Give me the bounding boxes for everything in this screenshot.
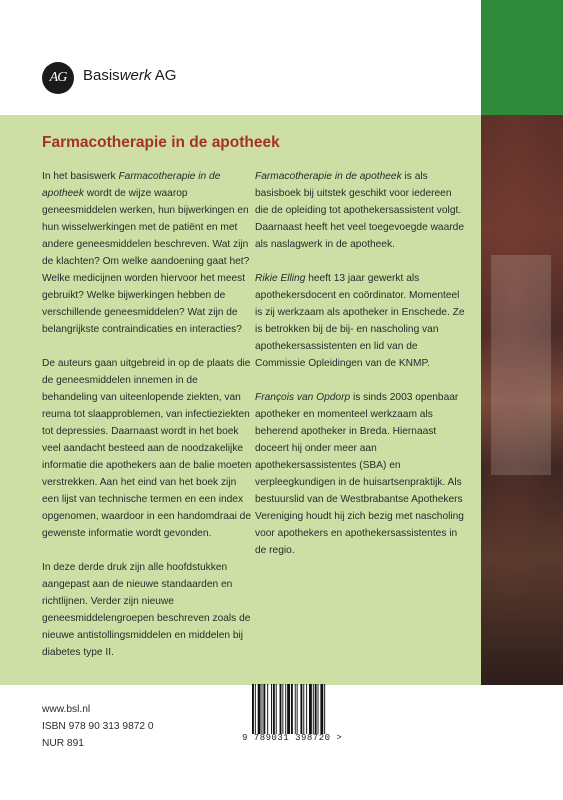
barcode-bar (287, 684, 290, 734)
left-column (42, 168, 254, 678)
barcode-icon (250, 684, 350, 734)
barcode-bar (324, 684, 325, 734)
barcode-bar (306, 684, 307, 734)
barcode-bar (285, 684, 286, 734)
right-p2-post: heeft 13 jaar gewerkt als apothekersdocent en coördinator. Momenteel is zij werkzaam als apotheker in Enschede. Ze is betrokken bij de bij- en nascholing van apothekersassistenten en lid van de Commissie Opleidingen van de KNMP. (255, 273, 465, 369)
right-paragraph-3 (255, 389, 467, 559)
isbn-text: ISBN 978 90 313 9872 0 (42, 721, 154, 732)
left-paragraph-3: In deze derde druk zijn alle hoofdstukken aangepast aan de nieuwe standaarden en richtlijnen. Verder zijn nieuwe geneesmiddelengroepen beschreven zoals de nieuwe antistollingsmiddelen en middelen bij diabetes type II. (42, 562, 251, 658)
author-name-1: Rikie Elling (255, 273, 306, 284)
barcode-bar (271, 684, 272, 734)
barcode-bar (262, 684, 263, 734)
right-column (255, 168, 467, 576)
barcode-bar (252, 684, 254, 734)
right-paragraph-2 (255, 270, 467, 372)
left-paragraph-2: De auteurs gaan uitgebreid in op de plaats die de geneesmiddelen innemen in de behandeling van uiteenlopende ziekten, van reuma tot slaapproblemen, van infectieziekten tot depressies. Daarnaast wordt in het boek veel aandacht besteed aan de noodzakelijke informatie die apothekers aan de balie moeten verstrekken. Aan het eind van het boek zijn een lijst van technische termen en een index opgenomen, waardoor in een handomdraai de gewenste informatie wordt gevonden. (42, 358, 252, 539)
barcode-bar (295, 684, 296, 734)
series-name (83, 67, 176, 84)
right-p3-post: is sinds 2003 openbaar apotheker en momenteel werkzaam als beherend apotheker in Breda. Hiernaast doceert hij onder meer aan apothekersassistentes (SBA) en verpleegkundigen in de huisartsenpraktijk. Als bestuurslid van de Westbrabantse Apothekers Vereniging houdt hij zich bezig met nascholing voor apothekers en apothekersassistentes in de regio. (255, 392, 464, 556)
barcode-bar (303, 684, 304, 734)
series-name-suffix: AG (151, 67, 177, 84)
author-name-2: François van Opdorp (255, 392, 351, 403)
nur-text: NUR 891 (42, 738, 84, 749)
right-p1-book-title: Farmacotherapie in de apotheek (255, 171, 402, 182)
barcode-bar (309, 684, 312, 734)
barcode-bar (273, 684, 275, 734)
cover-photo (481, 115, 563, 685)
book-title: Farmacotherapie in de apotheek (42, 134, 280, 151)
barcode-bar (255, 684, 256, 734)
barcode-bar (313, 684, 314, 734)
green-accent-bar (481, 0, 563, 115)
barcode-bar (318, 684, 319, 734)
right-paragraph-1 (255, 168, 467, 253)
publication-info (42, 701, 154, 752)
header-area (0, 0, 481, 115)
barcode-number: 9 789031 398720 > (242, 733, 343, 743)
barcode-bar (282, 684, 283, 734)
barcode-bar (267, 684, 268, 734)
series-name-italic: werk (119, 67, 152, 84)
barcode-bar (315, 684, 317, 734)
website-link[interactable]: www.bsl.nl (42, 704, 91, 715)
photo-glare (491, 255, 551, 475)
publisher-logo-icon: AG (42, 62, 74, 94)
barcode-bar (276, 684, 277, 734)
barcode-bar (291, 684, 293, 734)
barcode-bar (280, 684, 282, 734)
left-p1-book-title: Farmacotherapie in de apotheek (42, 171, 221, 199)
right-p1-post: is als basisboek bij uitstek geschikt voor iedereen die de opleiding tot apothekersassistent volgt. Daarnaast heeft het veel toegevoegde waarde als naslagwerk in de apotheek. (255, 171, 464, 250)
barcode-bar (263, 684, 265, 734)
barcode-bar (258, 684, 261, 734)
left-p1-pre: In het basiswerk (42, 171, 119, 182)
barcode-bar (297, 684, 298, 734)
left-p1-post: wordt de wijze waarop geneesmiddelen werken, hun bijwerkingen en hun wisselwerkingen met de patiënt en met andere geneesmiddelen beschreven. Wat zijn de klachten? Om welke aandoening gaat het? Welke medicijnen worden hiervoor het meest gebruikt? Welke bijwerkingen hebben de verschillende geneesmiddelen? Wat zijn de belangrijkste contraindicaties en interacties? (42, 188, 250, 335)
series-name-plain: Basis (83, 67, 120, 84)
left-paragraph-1 (42, 168, 254, 338)
barcode-bar (320, 684, 323, 734)
barcode-bar (300, 684, 302, 734)
